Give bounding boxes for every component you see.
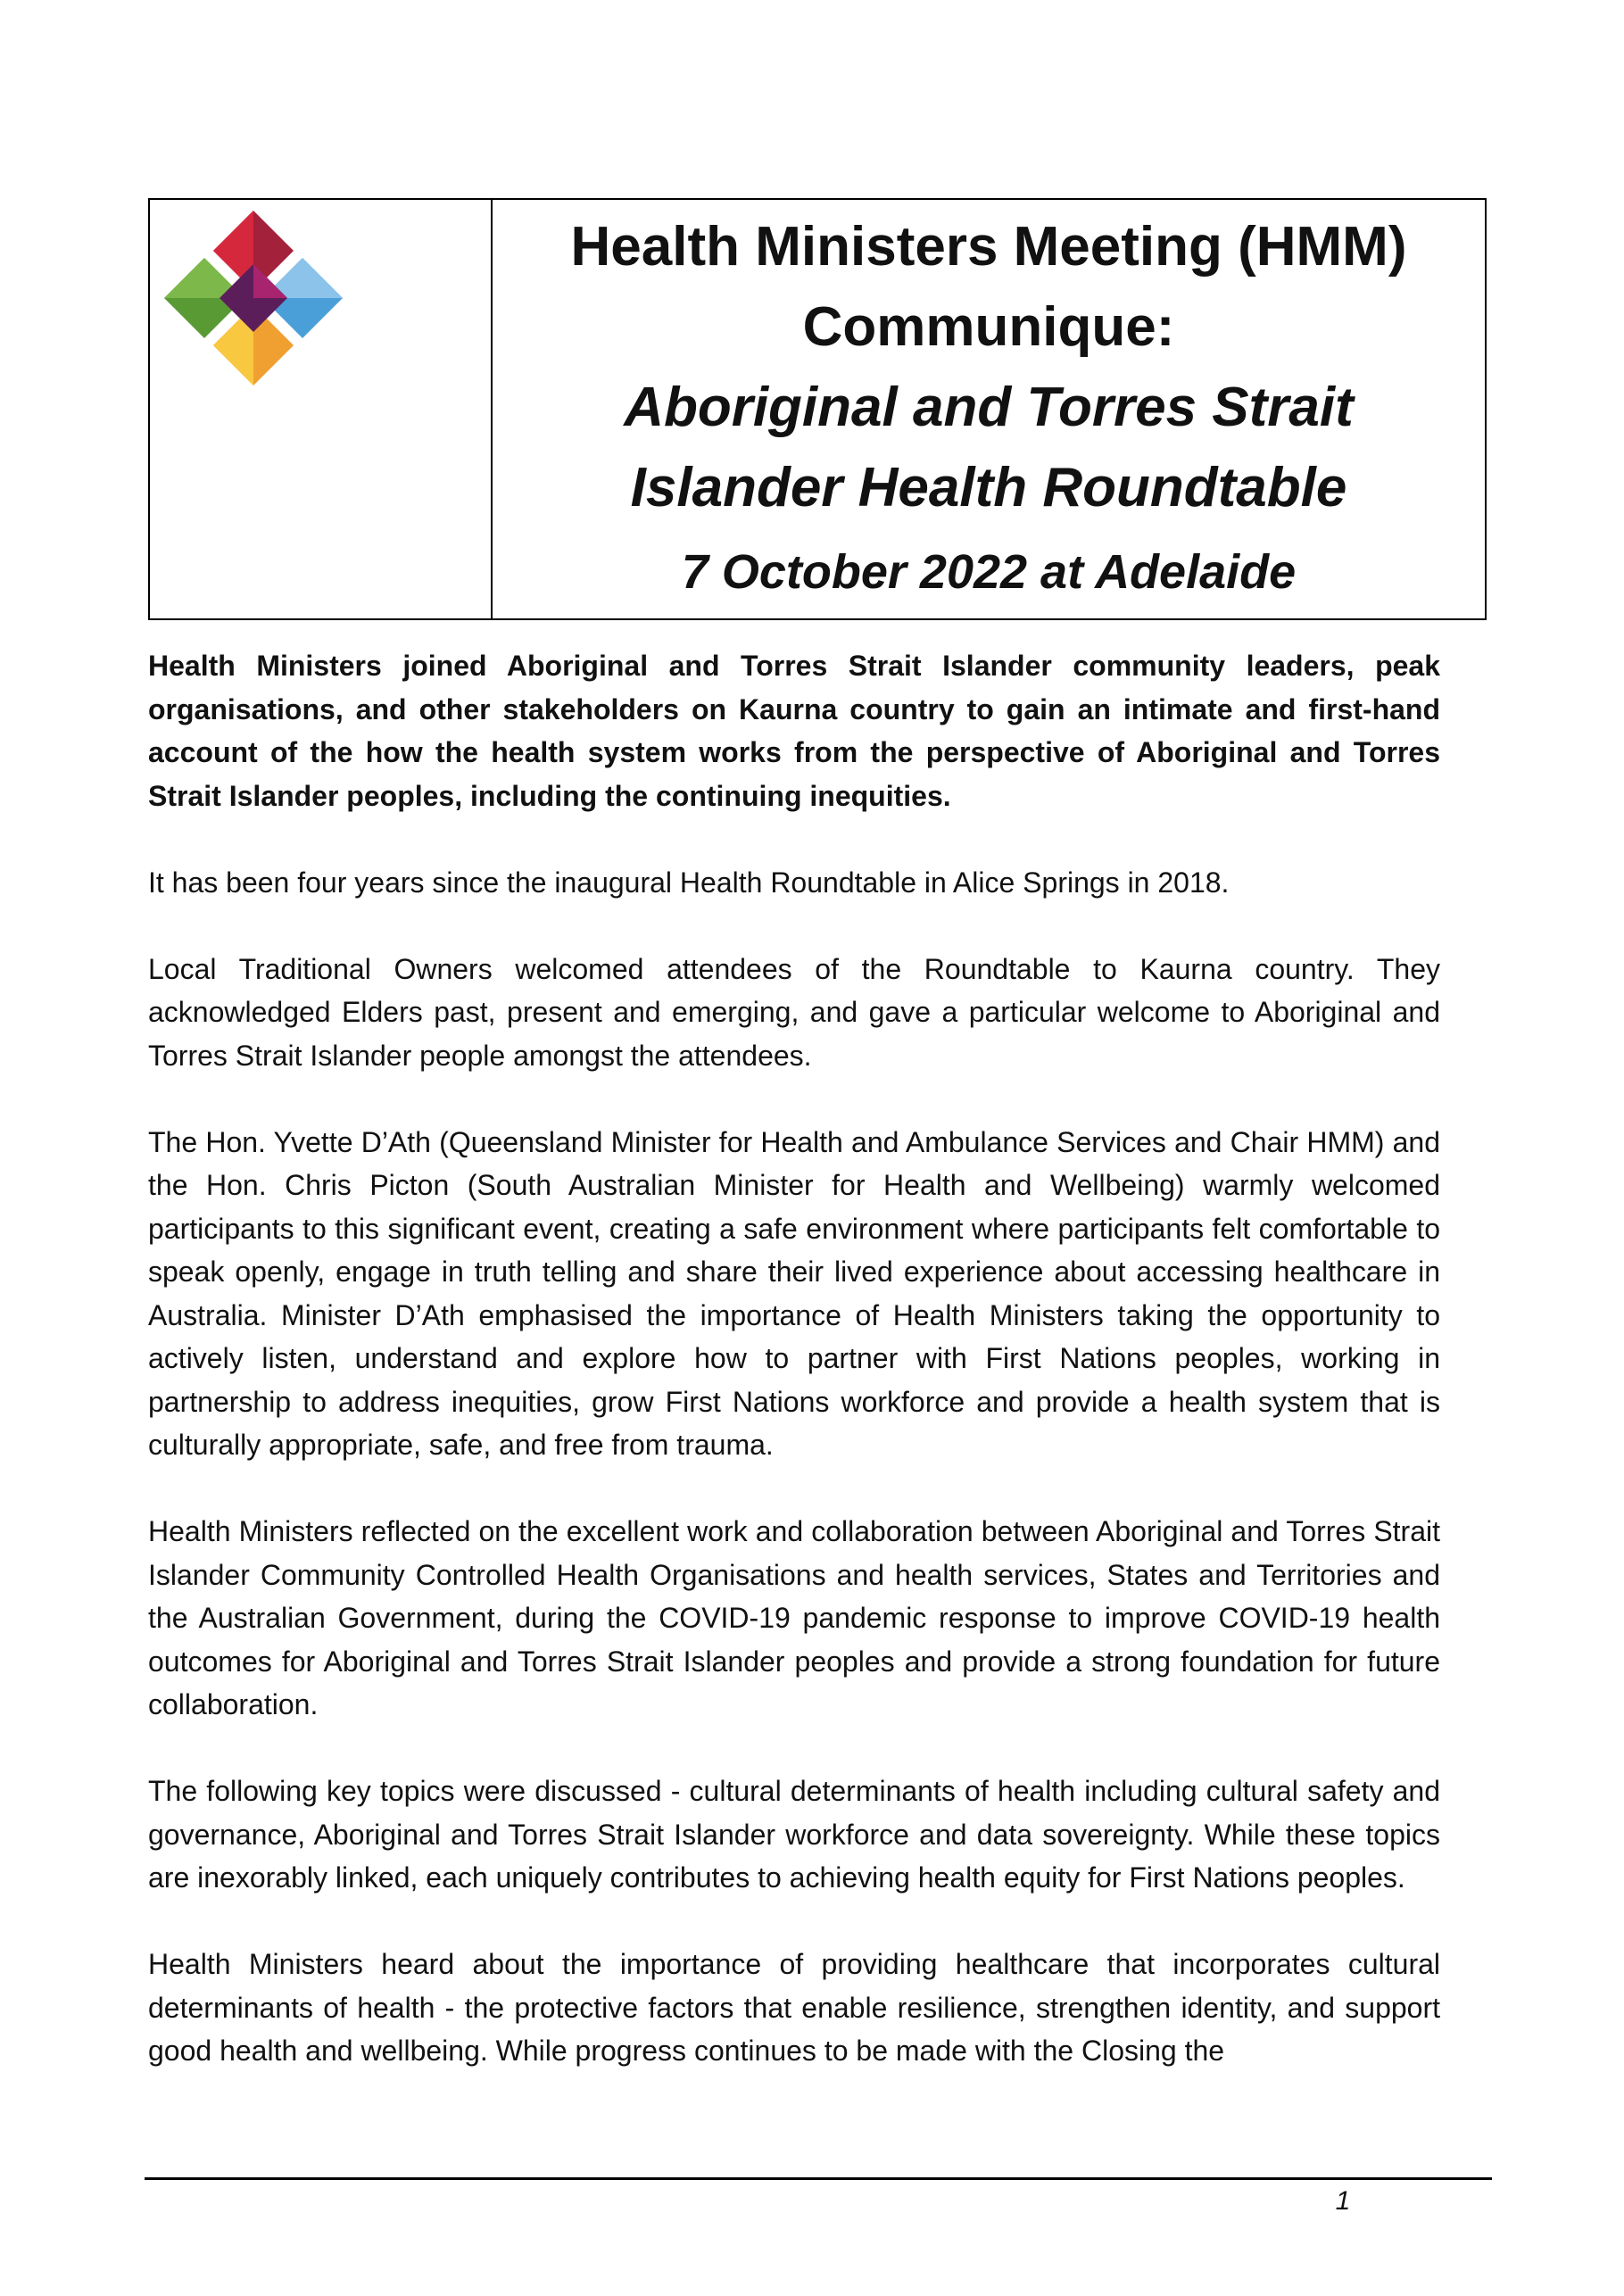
title-cell xyxy=(493,200,1485,618)
paragraph: It has been four years since the inaugural Health Roundtable in Alice Springs in 2018. xyxy=(148,866,1230,899)
page-title-line2: Communique: xyxy=(802,296,1175,358)
page-title: Health Ministers Meeting (HMM) xyxy=(570,216,1407,278)
document-body xyxy=(148,644,1440,2116)
paragraph: The following key topics were discussed - cultural determinants of health including cultural safety and governance, Aboriginal and Torres Strait Islander workforce and data sovereignty. While these topics are inexorably linked, each uniquely contributes to achieving health equity for First Nations peoples. xyxy=(148,1775,1440,1894)
logo-cell xyxy=(150,200,493,618)
diamond-logo-icon xyxy=(164,209,343,387)
paragraph: Local Traditional Owners welcomed attendees of the Roundtable to Kaurna country. They acknowledged Elders past, present and emerging, and gave a particular welcome to Aboriginal and Torres Strait Islander people amongst the attendees. xyxy=(148,952,1440,1072)
paragraph: Health Ministers reflected on the excellent work and collaboration between Aboriginal and Torres Strait Islander Community Controlled Health Organisations and health services, States and Territories and the Australian Government, during the COVID-19 pandemic response to improve COVID-19 health outcomes for Aboriginal and Torres Strait Islander peoples and provide a strong foundation for future collaboration. xyxy=(148,1515,1440,1720)
paragraph: The Hon. Yvette D’Ath (Queensland Minister for Health and Ambulance Services and Chair HMM) and the Hon. Chris Picton (South Australian Minister for Health and Wellbeing) warmly welcomed participants to this significant event, creating a safe environment where participants felt comfortable to speak openly, engage in truth telling and share their lived experience about accessing healthcare in Australia. Minister D’Ath emphasised the importance of Health Ministers taking the opportunity to actively listen, understand and explore how to partner with First Nations peoples, working in partnership to address inequities, grow First Nations workforce and provide a health system that is culturally appropriate, safe, and free from trauma. xyxy=(148,1125,1440,1461)
date-line: 7 October 2022 at Adelaide xyxy=(681,545,1297,599)
paragraph: Health Ministers heard about the importance of providing healthcare that incorporates cultural determinants of health - the protective factors that enable resilience, strengthen identity, and support good health and wellbeing. While progress continues to be made with the Closing the xyxy=(148,1948,1440,2067)
footer-divider xyxy=(145,2177,1492,2180)
subtitle-line1: Aboriginal and Torres Strait xyxy=(624,377,1354,438)
lead-paragraph: Health Ministers joined Aboriginal and Torres Strait Islander community leaders, peak organisations, and other stakeholders on Kaurna country to gain an intimate and first-hand account of the how the health system works from the perspective of Aboriginal and Torres Strait Islander peoples, including the continuing inequities. xyxy=(148,650,1440,812)
page-number: 1 xyxy=(1335,2186,1351,2216)
subtitle-line2: Islander Health Roundtable xyxy=(630,457,1347,518)
header-box xyxy=(148,198,1487,620)
